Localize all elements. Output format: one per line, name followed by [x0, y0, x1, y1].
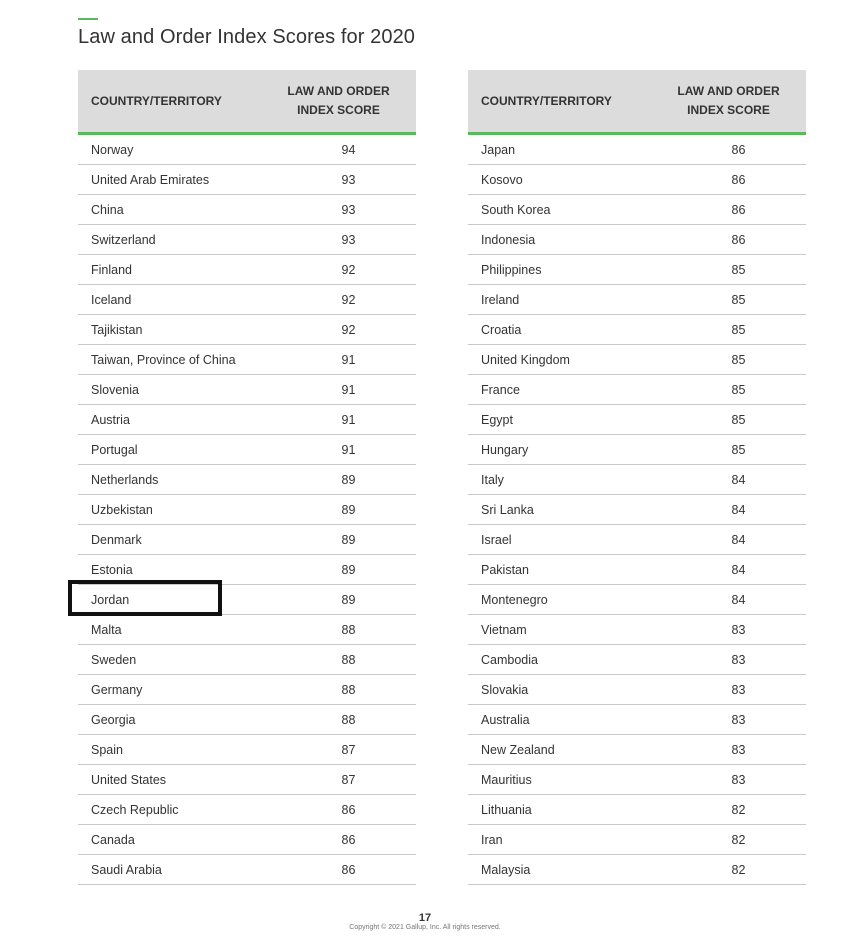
- country-name: Australia: [481, 712, 530, 727]
- country-name: New Zealand: [481, 742, 555, 757]
- country-name: South Korea: [481, 202, 551, 217]
- index-score: 86: [731, 142, 746, 157]
- table-row: [78, 195, 416, 225]
- country-name: Mauritius: [481, 772, 532, 787]
- country-name: Ireland: [481, 292, 520, 307]
- country-name: Egypt: [481, 412, 513, 427]
- table-row: [78, 525, 416, 555]
- page-title: Law and Order Index Scores for 2020: [78, 26, 416, 48]
- country-name: Czech Republic: [91, 802, 179, 817]
- table-row: [78, 645, 416, 675]
- scores-table-right: [468, 70, 806, 885]
- country-name: Germany: [91, 682, 143, 697]
- index-score: 85: [731, 292, 746, 307]
- table-row: [468, 555, 806, 585]
- title-accent-bar: [78, 18, 98, 20]
- table-row: [468, 495, 806, 525]
- page-number: 17: [418, 912, 432, 924]
- index-score: 86: [341, 832, 356, 847]
- column-header-country: COUNTRY/TERRITORY: [481, 94, 612, 108]
- country-name: Malaysia: [481, 862, 531, 877]
- table-row: [468, 525, 806, 555]
- index-score: 84: [731, 472, 746, 487]
- table-row: [78, 615, 416, 645]
- country-name: United Arab Emirates: [91, 172, 210, 187]
- country-name: Indonesia: [481, 232, 536, 247]
- table-row: [468, 645, 806, 675]
- country-name: Italy: [481, 472, 504, 487]
- country-name: Georgia: [91, 712, 136, 727]
- table-row: [468, 675, 806, 705]
- table-row: [78, 165, 416, 195]
- country-name: Slovakia: [481, 682, 529, 697]
- index-score: 84: [731, 532, 746, 547]
- country-name: Iran: [481, 832, 503, 847]
- index-score: 82: [731, 862, 746, 877]
- country-name: Saudi Arabia: [91, 862, 162, 877]
- country-name: Slovenia: [91, 382, 139, 397]
- table-row: [78, 675, 416, 705]
- index-score: 94: [341, 142, 356, 157]
- table-row: [468, 225, 806, 255]
- index-score: 86: [731, 172, 746, 187]
- table-row: [468, 765, 806, 795]
- country-name: Iceland: [91, 292, 132, 307]
- country-name: France: [481, 382, 520, 397]
- index-score: 86: [731, 202, 746, 217]
- table-row: [468, 195, 806, 225]
- table-row: [468, 465, 806, 495]
- index-score: 83: [731, 652, 746, 667]
- column-header-score-line1: LAW AND ORDER: [677, 84, 780, 98]
- country-name: Lithuania: [481, 802, 532, 817]
- table-row: [78, 825, 416, 855]
- index-score: 93: [341, 172, 356, 187]
- country-name: Croatia: [481, 322, 522, 337]
- table-row: [468, 405, 806, 435]
- table-row: [78, 705, 416, 735]
- index-score: 91: [341, 352, 356, 367]
- index-score: 83: [731, 622, 746, 637]
- country-name: Jordan: [91, 592, 130, 607]
- index-score: 82: [731, 802, 746, 817]
- copyright-notice: Copyright © 2021 Gallup, Inc. All rights reserved.: [349, 924, 501, 931]
- table-row: [468, 375, 806, 405]
- table-body-left: [78, 135, 416, 885]
- country-name: Hungary: [481, 442, 529, 457]
- table-header: [468, 70, 806, 135]
- country-name: Malta: [91, 622, 122, 637]
- index-score: 84: [731, 502, 746, 517]
- index-score: 86: [341, 862, 356, 877]
- country-name: Vietnam: [481, 622, 527, 637]
- index-score: 83: [731, 682, 746, 697]
- index-score: 89: [341, 502, 356, 517]
- index-score: 83: [731, 772, 746, 787]
- index-score: 85: [731, 262, 746, 277]
- country-name: Netherlands: [91, 472, 159, 487]
- table-row: [468, 585, 806, 615]
- index-score: 84: [731, 562, 746, 577]
- index-score: 93: [341, 202, 356, 217]
- jordan-highlight-box: [68, 580, 222, 616]
- scores-table-left: [78, 70, 416, 885]
- country-name: Taiwan, Province of China: [91, 352, 236, 367]
- country-name: Estonia: [91, 562, 133, 577]
- index-score: 86: [341, 802, 356, 817]
- table-row: [78, 465, 416, 495]
- table-row: [468, 255, 806, 285]
- table-row: [468, 435, 806, 465]
- table-row: [468, 735, 806, 765]
- table-row: [78, 345, 416, 375]
- column-header-score: [271, 82, 416, 120]
- index-score: 91: [341, 412, 356, 427]
- table-row: [468, 795, 806, 825]
- index-score: 85: [731, 412, 746, 427]
- country-name: Kosovo: [481, 172, 523, 187]
- index-score: 89: [341, 592, 356, 607]
- country-name: Austria: [91, 412, 130, 427]
- index-score: 84: [731, 592, 746, 607]
- table-row: [78, 405, 416, 435]
- country-name: Uzbekistan: [91, 502, 153, 517]
- table-row: [78, 495, 416, 525]
- country-name: Japan: [481, 142, 516, 157]
- index-score: 91: [341, 442, 356, 457]
- table-row: [468, 315, 806, 345]
- table-header: [78, 70, 416, 135]
- index-score: 85: [731, 322, 746, 337]
- country-name: Pakistan: [481, 562, 529, 577]
- country-name: Finland: [91, 262, 132, 277]
- index-score: 85: [731, 352, 746, 367]
- index-score: 83: [731, 742, 746, 757]
- index-score: 91: [341, 382, 356, 397]
- country-name: Switzerland: [91, 232, 156, 247]
- index-score: 87: [341, 772, 356, 787]
- index-score: 88: [341, 622, 356, 637]
- index-score: 85: [731, 442, 746, 457]
- index-score: 93: [341, 232, 356, 247]
- country-name: United States: [91, 772, 167, 787]
- table-row: [78, 435, 416, 465]
- country-name: Cambodia: [481, 652, 538, 667]
- country-name: Tajikistan: [91, 322, 143, 337]
- index-score: 88: [341, 712, 356, 727]
- column-header-country: COUNTRY/TERRITORY: [91, 94, 222, 108]
- index-score: 89: [341, 532, 356, 547]
- country-name: Israel: [481, 532, 512, 547]
- index-score: 86: [731, 232, 746, 247]
- table-row: [78, 735, 416, 765]
- country-name: United Kingdom: [481, 352, 570, 367]
- country-name: China: [91, 202, 124, 217]
- index-score: 85: [731, 382, 746, 397]
- table-row: [468, 615, 806, 645]
- index-score: 92: [341, 292, 356, 307]
- column-header-score-line1: LAW AND ORDER: [287, 84, 390, 98]
- column-header-score-line2: INDEX SCORE: [687, 103, 770, 117]
- table-row: [468, 165, 806, 195]
- country-name: Montenegro: [481, 592, 548, 607]
- column-header-score: [661, 82, 806, 120]
- table-row: [468, 855, 806, 885]
- table-row: [78, 225, 416, 255]
- table-row: [468, 345, 806, 375]
- index-score: 92: [341, 262, 356, 277]
- index-score: 87: [341, 742, 356, 757]
- table-row: [78, 285, 416, 315]
- country-name: Sri Lanka: [481, 502, 534, 517]
- table-row: [78, 315, 416, 345]
- table-row: [78, 855, 416, 885]
- country-name: Sweden: [91, 652, 137, 667]
- table-row: [78, 375, 416, 405]
- index-score: 82: [731, 832, 746, 847]
- column-header-score-line2: INDEX SCORE: [297, 103, 380, 117]
- table-row: [468, 135, 806, 165]
- country-name: Philippines: [481, 262, 542, 277]
- index-score: 89: [341, 472, 356, 487]
- index-score: 83: [731, 712, 746, 727]
- index-score: 92: [341, 322, 356, 337]
- table-row: [78, 765, 416, 795]
- table-row: [78, 795, 416, 825]
- country-name: Canada: [91, 832, 135, 847]
- country-name: Portugal: [91, 442, 138, 457]
- index-score: 88: [341, 652, 356, 667]
- country-name: Denmark: [91, 532, 142, 547]
- table-row: [78, 135, 416, 165]
- index-score: 89: [341, 562, 356, 577]
- table-row: [468, 825, 806, 855]
- table-row: [78, 255, 416, 285]
- country-name: Spain: [91, 742, 123, 757]
- index-score: 88: [341, 682, 356, 697]
- country-name: Norway: [91, 142, 134, 157]
- table-body-right: [468, 135, 806, 885]
- table-row: [468, 285, 806, 315]
- table-row: [468, 705, 806, 735]
